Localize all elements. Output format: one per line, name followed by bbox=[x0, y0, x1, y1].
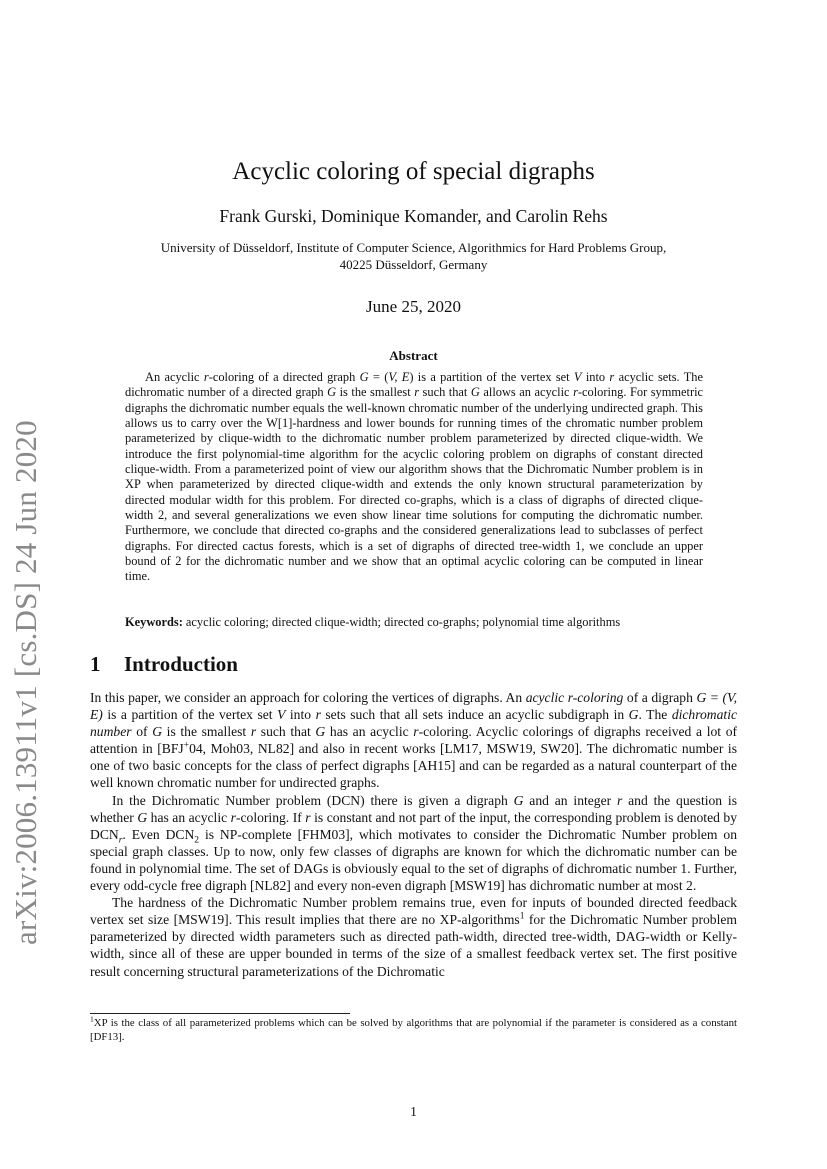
affiliation-line-1: University of Düsseldorf, Institute of Computer Science, Algorithmics for Hard Problems Group, bbox=[160, 240, 667, 255]
paper-title: Acyclic coloring of special digraphs bbox=[232, 158, 595, 185]
section-number: 1 bbox=[90, 652, 101, 676]
abstract-text: An acyclic r-coloring of a directed graph G = (V, E) is a partition of the vertex set V into r acyclic sets. The dichromatic number of a directed graph G is the smallest r such that G allows an acyclic r-coloring. For symmetric digraphs the dichromatic number equals the well-known chromatic number of the underlying undirected graph. This allows us to carry over the W[1]-hardness and lower bounds for running times of the chromatic number problem parameterized by clique-width to the dichromatic number problem parameterized by directed clique-width. We introduce the first polynomial-time algorithm for the acyclic coloring problem on digraphs of constant directed clique-width. From a parameterized point of view our algorithm shows that the Dichromatic Number problem is in XP when parameterized by directed clique-width and extends the only known structural parameterization by directed modular width for this problem. For directed co-graphs, which is a class of digraphs of directed clique-width 2, and several generalizations we even show linear time solutions for computing the dichromatic number. Furthermore, we conclude that directed co-graphs and the considered generalizations lead to subclasses of perfect digraphs. For directed cactus forests, which is a set of digraphs of directed tree-width 1, we conclude an upper bound of 2 for the dichromatic number and we show that an optimal acyclic coloring can be computed in linear time. bbox=[125, 370, 704, 584]
affiliation-line-2: 40225 Düsseldorf, Germany bbox=[339, 256, 488, 272]
keywords bbox=[125, 615, 703, 630]
author-list: Frank Gurski, Dominique Komander, and Carolin Rehs bbox=[219, 206, 608, 226]
arxiv-identifier-stamp: arXiv:2006.13911v1 [cs.DS] 24 Jun 2020 bbox=[8, 420, 43, 945]
publication-date: June 25, 2020 bbox=[366, 297, 461, 316]
footnote-rule bbox=[90, 1013, 350, 1014]
page-number: 1 bbox=[410, 1104, 417, 1119]
section-heading-introduction bbox=[90, 652, 238, 677]
introduction-body bbox=[90, 689, 737, 980]
footnote-text: XP is the class of all parameterized problems which can be solved by algorithms that are polynomial if the parameter is considered as a constant [DF13]. bbox=[90, 1017, 737, 1043]
footnote-reference: 1 bbox=[519, 911, 525, 922]
keywords-text: acyclic coloring; directed clique-width; directed co-graphs; polynomial time algorithms bbox=[182, 615, 621, 629]
footnote bbox=[90, 1014, 737, 1044]
paragraph-1: In this paper, we consider an approach for coloring the vertices of digraphs. An acyclic r-coloring of a digraph G = (V, E) is a partition of the vertex set V into r sets such that all sets induce an acyclic subdigraph in G. The dichromatic number of G is the smallest r such that G has an acyclic r-coloring. Acyclic colorings of digraphs received a lot of attention in [BFJ+04, Moh03, NL82] and also in recent works [LM17, MSW19, SW20]. The dichromatic number is one of two basic concepts for the class of perfect digraphs [AH15] and can be regarded as a natural counterpart of the well known chromatic number for undirected graphs. bbox=[90, 690, 738, 791]
section-title: Introduction bbox=[124, 652, 238, 676]
abstract-heading: Abstract bbox=[389, 348, 438, 363]
keywords-label: Keywords: bbox=[125, 615, 183, 629]
footnote-mark: 1 bbox=[90, 1014, 94, 1024]
paragraph-2: In the Dichromatic Number problem (DCN) there is given a digraph G and an integer r and the question is whether G has an acyclic r-coloring. If r is constant and not part of the input, the corresponding problem is denoted by $DCN_r$. Even $DCN_2$ is NP-complete [FHM03], which motivates to consider the Dichromatic Number problem on special graph classes. Up to now, only few classes of digraphs are known for which the dichromatic number can be found in polynomial time. The set of DAGs is obviously equal to the set of digraphs of dichromatic number 1. Further, every odd-cycle free digraph [NL82] and every non-even digraph [MSW19] has dichromatic number at most 2. bbox=[90, 792, 738, 894]
affiliation bbox=[100, 240, 727, 273]
paragraph-3: The hardness of the Dichromatic Number problem remains true, even for inputs of bounded directed feedback vertex set size [MSW19]. This result implies that there are no XP-algorithms$^1$ for the Dichromatic Number problem parameterized by directed width parameters such as directed path-width, directed tree-width, DAG-width or Kelly-width, since all of these are upper bounded in terms of the size of a smallest feedback vertex set. The first positive result concerning structural parameterizations of the Dichromatic bbox=[90, 895, 737, 979]
